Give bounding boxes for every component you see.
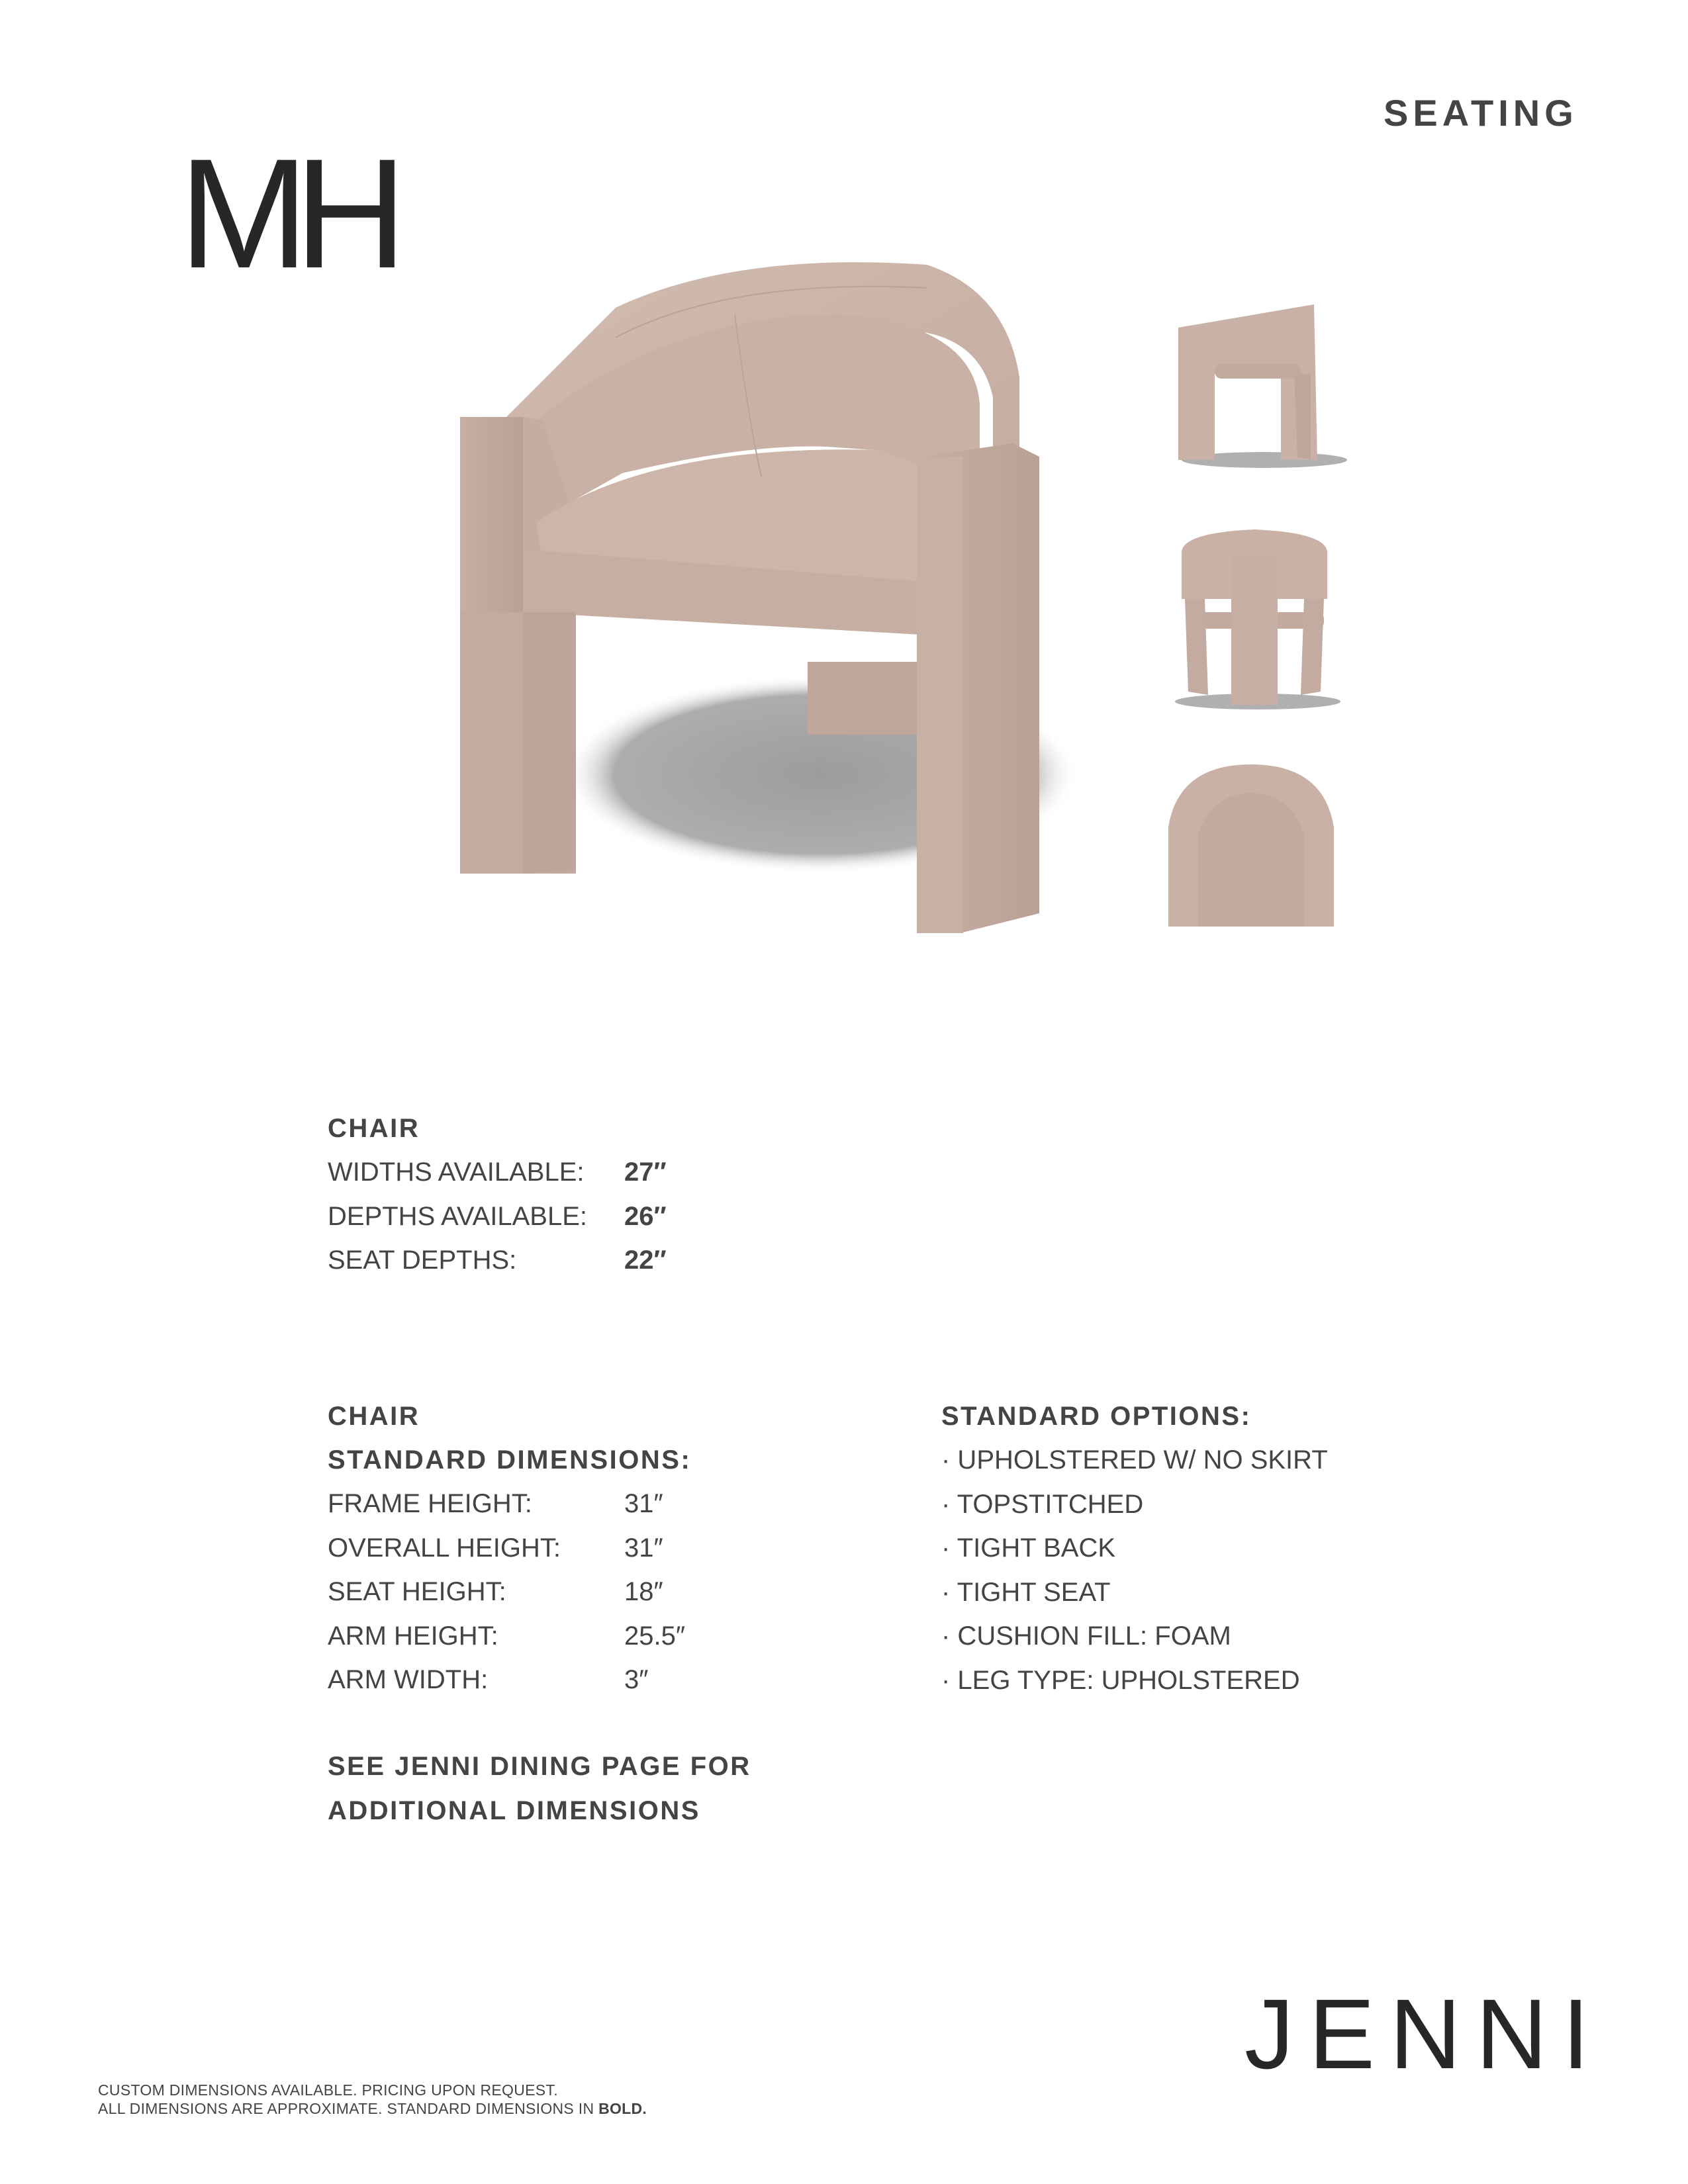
dimension-label: OVERALL HEIGHT: bbox=[328, 1533, 561, 1563]
dimension-row-overall-height bbox=[328, 1526, 691, 1570]
option-item: · TOPSTITCHED bbox=[941, 1489, 1144, 1519]
dimension-row-arm-height bbox=[328, 1614, 691, 1659]
footer-line2-text: ALL DIMENSIONS ARE APPROXIMATE. STANDARD DIMENSIONS IN bbox=[98, 2100, 599, 2117]
spec-label: WIDTHS AVAILABLE: bbox=[328, 1158, 585, 1187]
dimension-value: 31″ bbox=[624, 1533, 663, 1563]
option-item: · TIGHT SEAT bbox=[941, 1577, 1111, 1607]
spec-row-depths bbox=[328, 1195, 667, 1239]
thumbnail-back-view bbox=[1168, 526, 1340, 711]
dimension-value: 31″ bbox=[624, 1489, 663, 1518]
option-item: · CUSHION FILL: FOAM bbox=[941, 1621, 1231, 1651]
dimension-value: 18″ bbox=[624, 1577, 663, 1606]
option-item: · UPHOLSTERED W/ NO SKIRT bbox=[941, 1445, 1328, 1475]
spec-label: DEPTHS AVAILABLE: bbox=[328, 1201, 588, 1231]
thumbnail-side-view bbox=[1175, 301, 1347, 473]
option-item: · LEG TYPE: UPHOLSTERED bbox=[941, 1665, 1300, 1695]
footer-bold-word: BOLD. bbox=[598, 2100, 647, 2117]
option-item: · TIGHT BACK bbox=[941, 1533, 1116, 1563]
hero-chair-image bbox=[450, 251, 1112, 979]
available-sizes-section bbox=[328, 1107, 667, 1283]
brand-logo: MH bbox=[179, 126, 393, 301]
spec-value: 27″ bbox=[624, 1158, 667, 1187]
note-line2: ADDITIONAL DIMENSIONS bbox=[328, 1796, 700, 1825]
dimension-value: 3″ bbox=[624, 1665, 649, 1694]
spec-value: 26″ bbox=[624, 1201, 667, 1231]
dining-page-note bbox=[328, 1745, 751, 1833]
standard-dimensions-title-line2: STANDARD DIMENSIONS: bbox=[328, 1445, 692, 1475]
standard-dimensions-section bbox=[328, 1394, 691, 1702]
footer-line1: CUSTOM DIMENSIONS AVAILABLE. PRICING UPON REQUEST. bbox=[98, 2081, 558, 2099]
standard-dimensions-title-line1: CHAIR bbox=[328, 1402, 420, 1431]
dimension-row-seat-height bbox=[328, 1570, 691, 1614]
standard-options-title: STANDARD OPTIONS: bbox=[941, 1402, 1252, 1431]
dimension-row-arm-width bbox=[328, 1658, 691, 1702]
dimension-label: ARM WIDTH: bbox=[328, 1665, 489, 1694]
thumbnail-top-view bbox=[1165, 761, 1337, 930]
footer-disclaimer bbox=[98, 2081, 647, 2118]
spec-row-widths bbox=[328, 1150, 667, 1195]
category-title: SEATING bbox=[1383, 92, 1578, 134]
note-line1: SEE JENNI DINING PAGE FOR bbox=[328, 1752, 751, 1781]
available-sizes-title: CHAIR bbox=[328, 1114, 420, 1143]
spec-row-seat-depths bbox=[328, 1238, 667, 1283]
spec-value: 22″ bbox=[624, 1246, 667, 1275]
standard-options-section bbox=[941, 1394, 1328, 1702]
spec-label: SEAT DEPTHS: bbox=[328, 1246, 517, 1275]
dimension-label: FRAME HEIGHT: bbox=[328, 1489, 532, 1518]
dimension-label: ARM HEIGHT: bbox=[328, 1621, 498, 1651]
dimension-value: 25.5″ bbox=[624, 1621, 686, 1651]
product-logo: JENNI bbox=[1244, 1978, 1605, 2089]
dimension-label: SEAT HEIGHT: bbox=[328, 1577, 506, 1606]
dimension-row-frame-height bbox=[328, 1482, 691, 1526]
footer-line2 bbox=[98, 2099, 647, 2118]
